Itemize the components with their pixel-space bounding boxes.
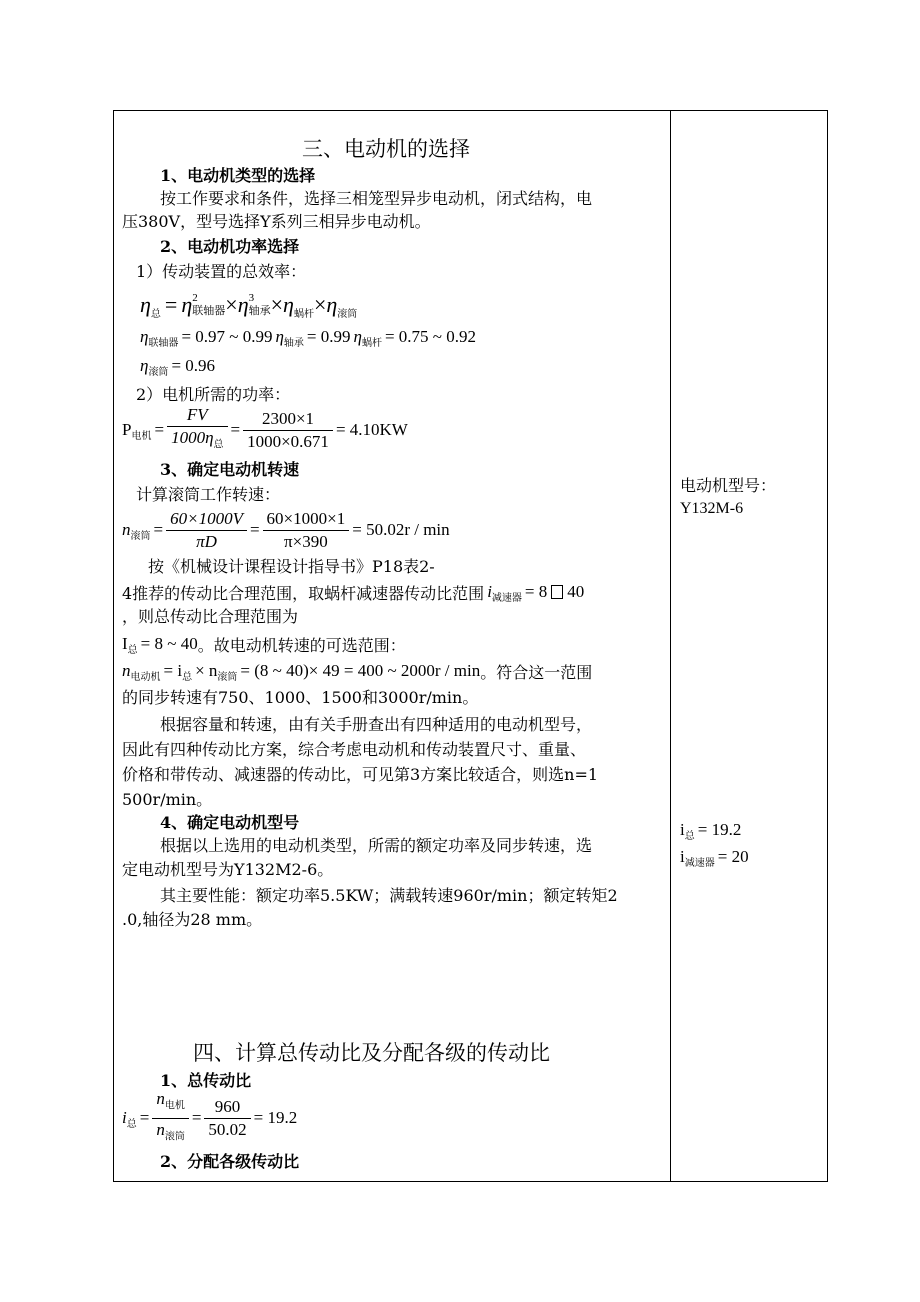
equals: = bbox=[164, 292, 178, 317]
column-divider bbox=[670, 111, 671, 1181]
side-i-total: i $_总$ = 19.2 bbox=[680, 820, 742, 842]
s3-para1: 计算滚筒工作转速： bbox=[136, 485, 281, 504]
s1-para-line1: 按工作要求和条件，选择三相笼型异步电动机，闭式结构，电 bbox=[160, 189, 593, 208]
s3-title: 3、确定电动机转速 bbox=[160, 460, 300, 479]
n-sym: n bbox=[122, 520, 131, 539]
s4-title: 4、确定电动机型号 bbox=[160, 813, 300, 832]
sub-d: 滚筒 bbox=[148, 366, 169, 378]
s3-para7: 的同步转速有750、1000、1500和3000r/min。 bbox=[122, 688, 479, 707]
times-3: × bbox=[313, 292, 327, 317]
sub-c: 联轴器 bbox=[148, 337, 179, 349]
side-motor-model: Y132M-6 bbox=[680, 500, 744, 517]
eta-drum: η bbox=[326, 292, 338, 317]
s3-para5: I $_总$ = 8 ~ 40 。故电动机转速的可选范围： bbox=[122, 634, 406, 656]
s2-item2: 2）电机所需的功率： bbox=[136, 385, 291, 404]
s2-title: 2、电动机功率选择 bbox=[160, 237, 300, 256]
s4-para1: 根据以上选用的电动机类型，所需的额定功率及同步转速，选 bbox=[160, 836, 593, 855]
p-sub: 电机 bbox=[131, 430, 152, 442]
eta-total: η bbox=[140, 292, 151, 317]
power-frac2: $\frac{2300\times 1}{1000\times 0.671}$ bbox=[243, 408, 333, 453]
s4-para4: .0,轴径为28 mm。 bbox=[122, 910, 263, 929]
ratio-frac1: $\frac{n_{电机}}{n_{滚筒}}$ bbox=[152, 1088, 189, 1148]
sub-w: 蜗杆 bbox=[361, 337, 382, 349]
speed-formula: n $_{滚筒}$ = $\frac{60\times 1000V}{\pi D}$ = $\frac{60\times 1000\times 1}{\pi\times 390}$ = 50.02r / min bbox=[122, 508, 450, 551]
s2-item1: 1）传动装置的总效率： bbox=[136, 262, 307, 281]
sub-bearing: 轴承 bbox=[248, 305, 271, 317]
eta-d: η bbox=[140, 356, 149, 375]
times-2: × bbox=[270, 292, 284, 317]
sub-worm: 蜗杆 bbox=[293, 308, 314, 320]
side-motor-label: 电动机型号： bbox=[680, 478, 777, 495]
s4-para3: 其主要性能：额定功率5.5KW；满载转速960r/min；额定转矩2 bbox=[160, 886, 618, 905]
s3-para11: 500r/min。 bbox=[122, 790, 213, 809]
power-result: = 4.10KW bbox=[335, 420, 408, 439]
sub-drum: 滚筒 bbox=[337, 308, 358, 320]
s1-title: 1、电动机类型的选择 bbox=[160, 166, 316, 185]
efficiency-drum bbox=[140, 354, 218, 378]
ratio-formula: i $_总$ = $\frac{n_{电机}}{n_{滚筒}}$ = $\frac{960}{50.02}$ = 19.2 bbox=[122, 1093, 297, 1143]
sec4-s1-title: 1、总传动比 bbox=[160, 1071, 252, 1090]
ratio-frac2: $\frac{960}{50.02}$ bbox=[204, 1096, 250, 1141]
section3-title: 三、电动机的选择 bbox=[302, 137, 470, 161]
val-worm: = 0.75 ~ 0.92 bbox=[384, 327, 476, 346]
s3-para2: 按《机械设计课程设计指导书》P18表2- bbox=[148, 557, 435, 576]
eta-coupling: η bbox=[181, 292, 193, 317]
efficiency-formula bbox=[140, 287, 357, 323]
s3-para4: ，则总传动比合理范围为 bbox=[122, 607, 299, 626]
val-drum: = 0.96 bbox=[171, 356, 216, 375]
ratio-result: = 19.2 bbox=[253, 1108, 298, 1127]
eta-b: η bbox=[275, 327, 284, 346]
eta-bearing: η bbox=[237, 292, 249, 317]
times-1: × bbox=[225, 292, 238, 317]
s3-para6: n $_{电动机}$ = i $_总$ × n $_{滚筒}$ = (8 ~ 40)× 49 = 400 ~ 2000r / min 。符合这一范围 bbox=[122, 661, 593, 683]
power-formula: P $_{电机}$ = $\frac{FV}{1000\eta_总}$ = $\frac{2300\times 1}{1000\times 0.671}$ = 4.10KW bbox=[122, 406, 408, 454]
sup-3: 3 bbox=[248, 292, 255, 304]
power-frac1: $\frac{FV}{1000\eta_总}$ bbox=[167, 404, 227, 456]
eta-w: η bbox=[353, 327, 362, 346]
s3-para9: 因此有四种传动比方案，综合考虑电动机和传动装置尺寸、重量、 bbox=[122, 740, 587, 759]
p-sym: P bbox=[122, 420, 132, 439]
s3-para10: 价格和带传动、减速器的传动比，可见第3方案比较适合，则选n=1 bbox=[122, 765, 599, 784]
sup-2: 2 bbox=[192, 292, 198, 304]
section4-title: 四、计算总传动比及分配各级的传动比 bbox=[193, 1041, 550, 1065]
val-coupling: = 0.97 ~ 0.99 bbox=[181, 327, 273, 346]
side-i-reducer: i $_{减速器}$ = 20 bbox=[680, 847, 749, 869]
sub-total: 总 bbox=[150, 308, 161, 320]
s4-para2: 定电动机型号为Y132M2-6。 bbox=[122, 860, 334, 879]
val-bearing: = 0.99 bbox=[306, 327, 351, 346]
speed-frac1: $\frac{60\times 1000V}{\pi D}$ bbox=[166, 508, 247, 553]
s3-para8: 根据容量和转速，由有关手册查出有四种适用的电动机型号， bbox=[160, 715, 593, 734]
sec4-s2-title: 2、分配各级传动比 bbox=[160, 1152, 300, 1171]
s3-para3: 4推荐的传动比合理范围，取蜗杆减速器传动比范围 i $_{减速器}$ = 8 40 bbox=[122, 582, 585, 604]
sub-b: 轴承 bbox=[283, 337, 304, 349]
sub-coupling: 联轴器 bbox=[192, 305, 226, 317]
efficiency-values bbox=[140, 325, 479, 349]
eta-c: η bbox=[140, 327, 149, 346]
eta-worm: η bbox=[283, 292, 294, 317]
s1-para-line2: 压380V，型号选择Y系列三相异步电动机。 bbox=[122, 212, 431, 231]
speed-frac2: $\frac{60\times 1000\times 1}{\pi\times 390}$ bbox=[263, 508, 350, 553]
speed-result: = 50.02r / min bbox=[352, 520, 450, 539]
